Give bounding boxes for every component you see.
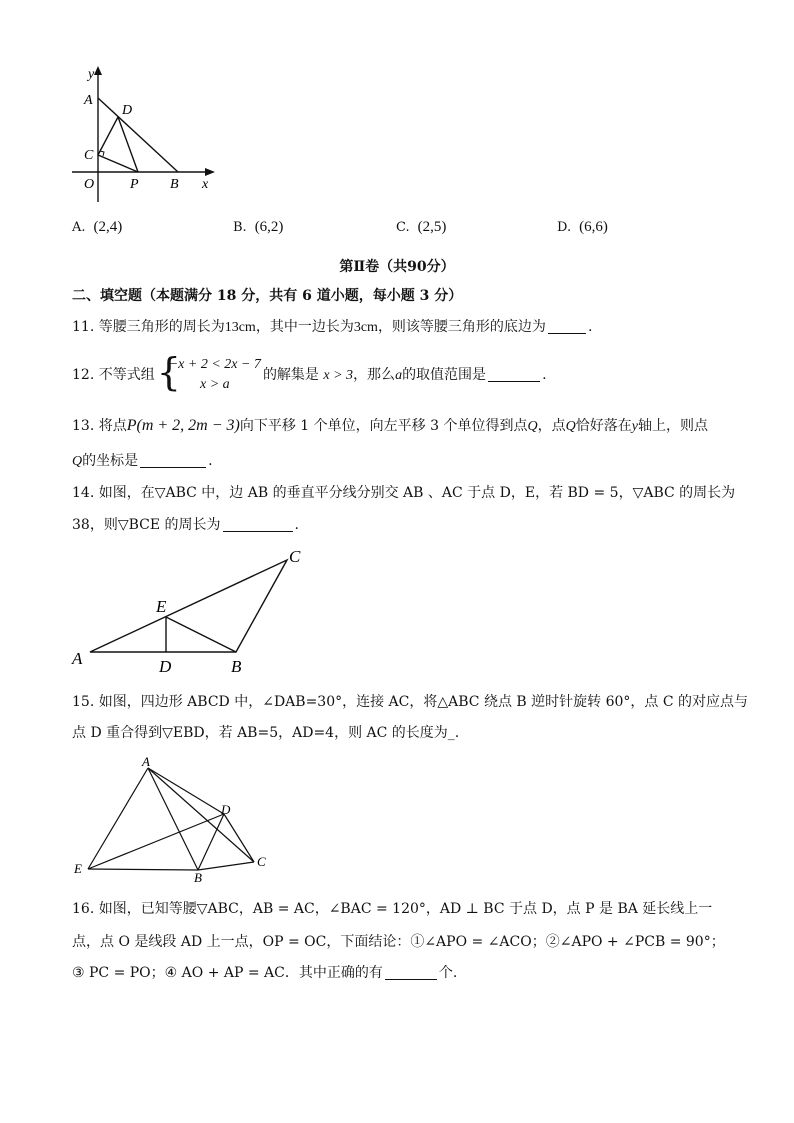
label-D: D (122, 103, 133, 118)
question-16-line1: 16. 如图，已知等腰▽ABC，AB = AC，∠BAC = 120°，AD ⊥ BC 于点 D，点 P 是 BA 延长线上一 (72, 901, 713, 917)
question-16-line3: ③ PC = PO；④ AO + AP = AC．其中正确的有 个. (72, 965, 458, 981)
quadrilateral-figure-15 (66, 752, 286, 887)
option-a[interactable]: A. (2,4) (72, 219, 123, 235)
label-B: B (194, 870, 202, 885)
label-C: C (257, 854, 266, 869)
answer-blank[interactable] (140, 453, 206, 468)
option-c[interactable]: C. (2,5) (396, 219, 447, 235)
label-B: B (231, 657, 242, 676)
label-P: P (130, 177, 139, 192)
question-12: 12. 不等式组 { −x + 2 < 2x − 7 x > a 的解集是 x > 3，那么a的取值范围是 . (72, 350, 547, 394)
label-E: E (74, 861, 82, 876)
answer-blank[interactable] (488, 367, 540, 382)
answer-blank[interactable] (385, 965, 437, 980)
section-title: 第Ⅱ卷（共90分） (339, 259, 455, 275)
question-14-line2: 38，则▽BCE 的周长为 . (72, 517, 299, 533)
label-C: C (84, 148, 94, 163)
label-B: B (170, 177, 179, 192)
part-heading: 二、填空题（本题满分 18 分，共有 6 道小题，每小题 3 分） (72, 288, 463, 304)
label-C: C (289, 547, 301, 566)
question-14-line1: 14. 如图，在▽ABC 中，边 AB 的垂直平分线分别交 AB 、AC 于点 D，E，若 BD = 5，▽ABC 的周长为 (72, 485, 736, 501)
option-d[interactable]: D. (6,6) (557, 219, 608, 235)
option-b[interactable]: B. (6,2) (233, 219, 284, 235)
question-15-line1: 15. 如图，四边形 ABCD 中，∠DAB=30°，连接 AC，将△ABC 绕点 B 逆时针旋转 60°，点 C 的对应点与 (72, 694, 749, 710)
label-A: A (84, 93, 93, 108)
triangle-figure-14 (60, 540, 320, 680)
coordinate-figure (60, 62, 230, 207)
label-E: E (156, 597, 167, 616)
question-16-line2: 点，点 O 是线段 AD 上一点，OP = OC，下面结论：①∠APO = ∠ACO；②∠APO + ∠PCB = 90°； (72, 934, 725, 950)
label-D: D (159, 657, 172, 676)
question-11: 11. 等腰三角形的周长为13cm，其中一边长为3cm，则该等腰三角形的底边为 . (72, 319, 593, 335)
label-O: O (84, 177, 95, 192)
question-13-line1: 13. 将点P(m + 2, 2m − 3)向下平移 1 个单位，向左平移 3 个单位得到点Q，点Q恰好落在y轴上，则点 (72, 417, 708, 434)
label-x: x (202, 177, 209, 192)
question-13-line2: Q的坐标是 . (72, 453, 213, 469)
question-15-line2: 点 D 重合得到▽EBD，若 AB=5，AD=4，则 AC 的长度为_. (72, 725, 460, 741)
label-D: D (221, 802, 231, 817)
answer-blank[interactable] (223, 517, 293, 532)
inequality-system: { −x + 2 < 2x − 7 x > a (156, 350, 261, 394)
label-y: y (88, 67, 95, 82)
label-A: A (142, 754, 150, 769)
answer-blank[interactable] (548, 319, 586, 334)
label-A: A (72, 649, 83, 668)
